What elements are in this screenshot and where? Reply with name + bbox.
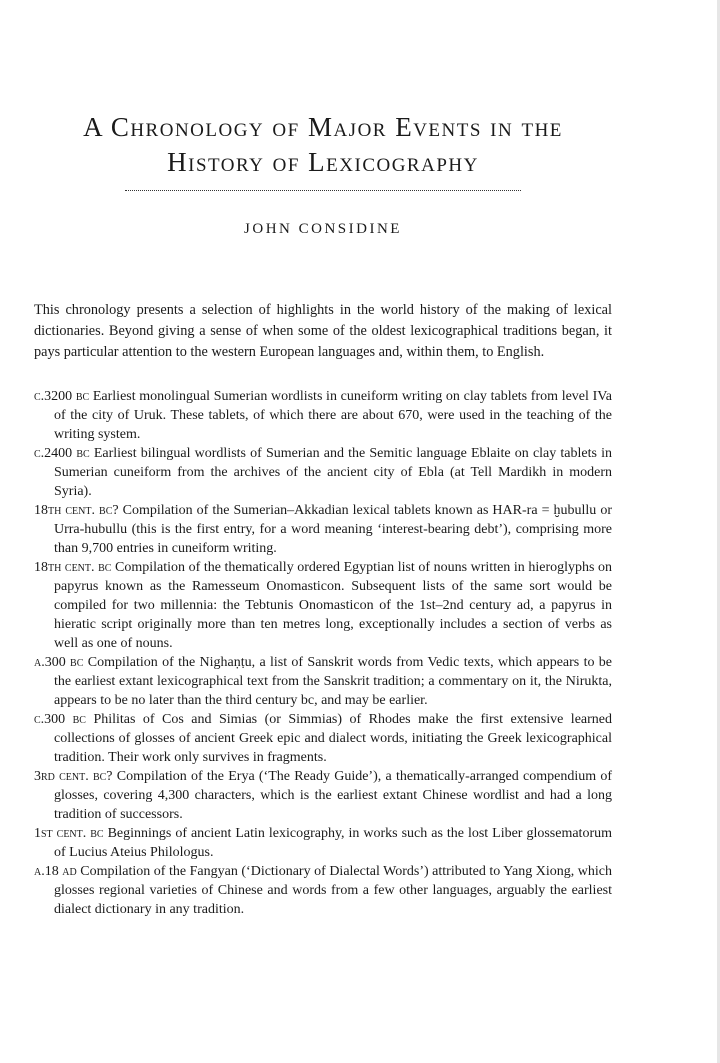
entry-date: 18th cent. bc? bbox=[34, 503, 119, 518]
entry-text: Earliest monolingual Sumerian wordlists in cuneiform writing on clay tablets from level IVa of the city of Uruk. These tablets, of which there are about 670, were used in the teaching of the writing system. bbox=[54, 389, 612, 442]
chronology-entry bbox=[34, 444, 612, 501]
chronology-entry bbox=[34, 558, 612, 653]
entry-date: a.18 ad bbox=[34, 864, 77, 879]
entry-text: Compilation of the Nighaṇṭu, a list of Sanskrit words from Vedic texts, which appears to be the earliest extant lexicographical text from the Sanskrit tradition; a commentary on it, the Nirukta, appears to be no later than the third century bc, and may be earlier. bbox=[54, 655, 613, 708]
entry-date: 1st cent. bc bbox=[34, 826, 104, 841]
entry-text: Compilation of the Fangyan (‘Dictionary of Dialectal Words’) attributed to Yang Xiong, which glosses regional varieties of Chinese and words from a few other languages, arguably the earliest dialect dictionary in any tradition. bbox=[54, 864, 612, 917]
chronology-entry bbox=[34, 501, 612, 558]
chronology-entry bbox=[34, 767, 612, 824]
chronology-entry bbox=[34, 387, 612, 444]
chronology-list bbox=[34, 387, 612, 919]
title-dotted-rule bbox=[125, 190, 521, 191]
chronology-entry bbox=[34, 710, 612, 767]
entry-text: Philitas of Cos and Simias (or Simmias) of Rhodes make the first extensive learned collections of glosses of ancient Greek epic and dialect words, initiating the Greek lexicographical tradition. Their work only survives in fragments. bbox=[54, 712, 612, 765]
chronology-entry bbox=[34, 653, 612, 710]
entry-date: c.300 bc bbox=[34, 712, 86, 727]
author-name: JOHN CONSIDINE bbox=[244, 221, 402, 237]
chapter-page bbox=[34, 110, 612, 919]
entry-date: 18th cent. bc bbox=[34, 560, 112, 575]
entry-text: Earliest bilingual wordlists of Sumerian and the Semitic language Eblaite on clay tablets in Sumerian cuneiform from the archives of the ancient city of Ebla (at Tell Mardikh in modern Syria). bbox=[54, 446, 612, 499]
entry-text: Compilation of the Erya (‘The Ready Guide’), a thematically-arranged compendium of glosses, covering 4,300 characters, which is the earliest extant Chinese wordlist and had a long tradition of successors. bbox=[54, 769, 612, 822]
entry-text: Beginnings of ancient Latin lexicography, in works such as the lost Liber glossematorum of Lucius Ateius Philologus. bbox=[54, 826, 612, 860]
entry-date: c.3200 bc bbox=[34, 389, 90, 404]
chapter-title-line-2: History of Lexicography bbox=[167, 147, 479, 177]
entry-text: Compilation of the Sumerian–Akkadian lexical tablets known as HAR-ra = ḫubullu or Urra-hubullu (this is the first entry, for a word meaning ‘interest-bearing debt’), comprising more than 9,700 entries in cuneiform writing. bbox=[54, 503, 612, 556]
chapter-title-line-1: A Chronology of Major Events in the bbox=[83, 112, 563, 142]
entry-date: 3rd cent. bc? bbox=[34, 769, 113, 784]
chapter-title bbox=[34, 110, 612, 180]
chronology-entry bbox=[34, 824, 612, 862]
entry-date: a.300 bc bbox=[34, 655, 84, 670]
chronology-entry bbox=[34, 862, 612, 919]
entry-text: Compilation of the thematically ordered Egyptian list of nouns written in hieroglyphs on papyrus known as the Ramesseum Onomasticon. Subsequent lists of the same sort would be compiled for two millennia: the Tebtunis Onomasticon of the 1st–2nd century ad, a papyrus in hieratic script originally more than ten metres long, exceptionally includes a section of verbs as well as one of nouns. bbox=[54, 560, 613, 651]
intro-paragraph: This chronology presents a selection of highlights in the world history of the making of lexical dictionaries. Beyond giving a sense of when some of the oldest lexicographical traditions began, it pays particular attention to the western European languages and, within them, to English. bbox=[34, 302, 612, 360]
entry-date: c.2400 bc bbox=[34, 446, 90, 461]
